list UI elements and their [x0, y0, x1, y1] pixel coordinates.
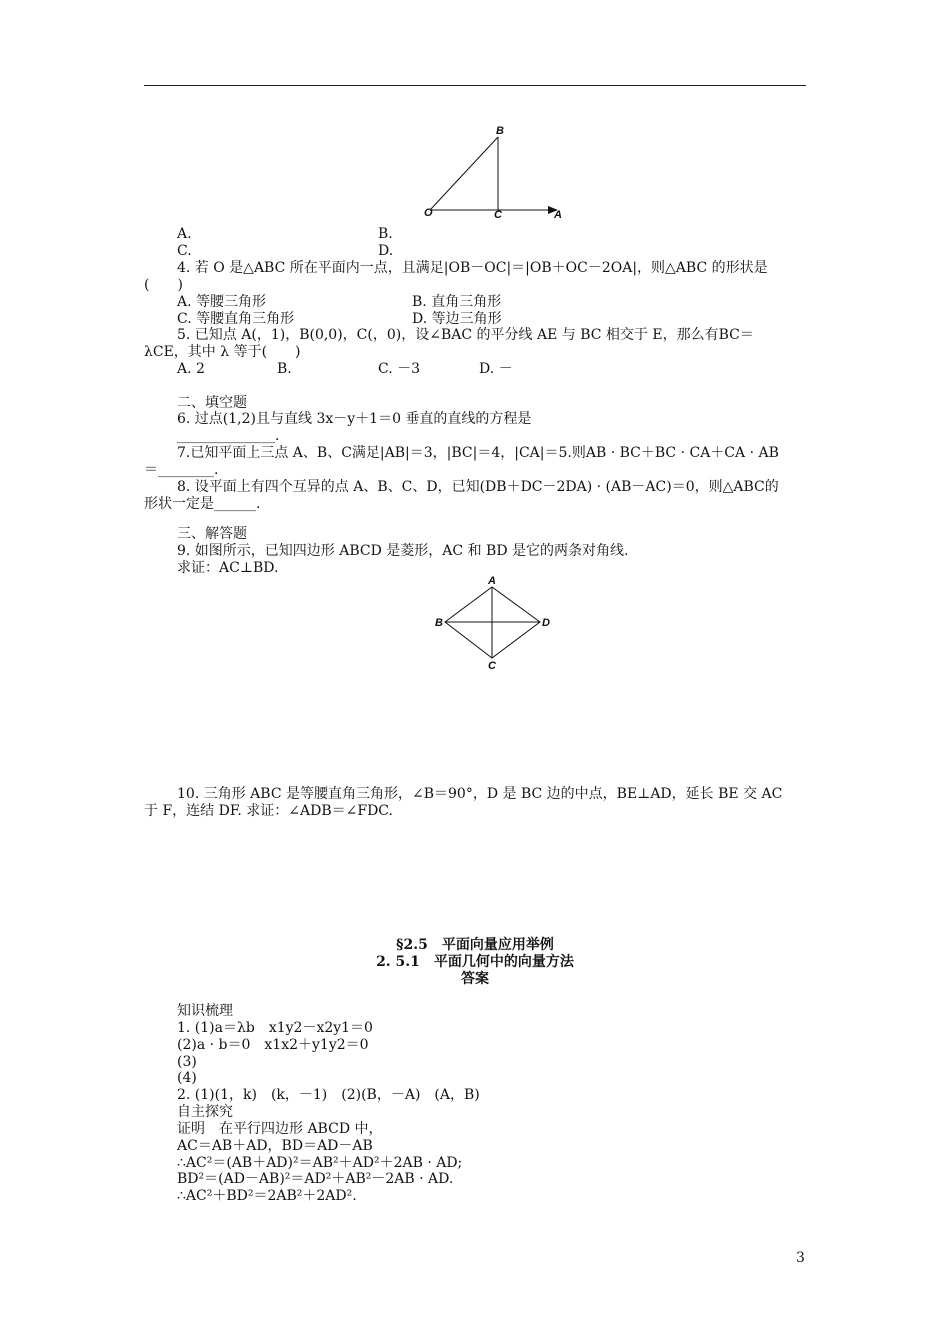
- answer-line: 2. (1)(1，k) (k，－1) (2)(B，－A) (A，B): [177, 1087, 480, 1103]
- q4-option-b: B. 直角三角形: [412, 294, 502, 310]
- q4-option-c: C. 等腰直角三角形: [177, 311, 295, 327]
- rhombus-figure: [430, 572, 555, 672]
- answer-line: ∴AC²＝(AB＋AD)²＝AB²＋AD²＋2AB · AD;: [177, 1155, 463, 1171]
- answer-line: BD²＝(AD－AB)²＝AD²＋AB²－2AB · AD.: [177, 1171, 454, 1187]
- q4-stem-cont: ( ): [144, 277, 183, 293]
- q10-stem-cont: 于 F，连结 DF. 求证：∠ADB＝∠FDC.: [144, 803, 393, 819]
- q9-prove: 求证：AC⊥BD.: [177, 560, 279, 576]
- q4-stem: 4. 若 O 是△ABC 所在平面内一点，且满足|OB－OC|＝|OB＋OC－2OA|，则△ABC 的形状是: [177, 260, 768, 276]
- answer-line: (2)a · b＝0 x1x2＋y1y2＝0: [177, 1037, 369, 1053]
- q7-stem: 7.已知平面上三点 A、B、C满足|AB|＝3，|BC|＝4，|CA|＝5.则AB · BC＋BC · CA＋CA · AB: [177, 445, 779, 461]
- q5-option-b: B.: [277, 361, 292, 377]
- vector-triangle-figure: [418, 120, 578, 224]
- q3-option-d: D.: [378, 243, 394, 259]
- q9-stem: 9. 如图所示，已知四边形 ABCD 是菱形，AC 和 BD 是它的两条对角线.: [177, 543, 629, 559]
- answer-line: 证明 在平行四边形 ABCD 中，: [177, 1121, 383, 1137]
- q4-option-d: D. 等边三角形: [412, 311, 502, 327]
- answer-subsection-title: 2. 5.1 平面几何中的向量方法: [376, 954, 574, 970]
- answer-line: (4): [177, 1070, 197, 1086]
- q6-stem: 6. 过点(1,2)且与直线 3x－y＋1＝0 垂直的直线的方程是: [177, 411, 532, 427]
- q5-option-d: D. －: [479, 361, 513, 377]
- q3-option-c: C.: [177, 243, 192, 259]
- q8-blank: 形状一定是______.: [144, 496, 261, 512]
- q5-stem: 5. 已知点 A(，1)，B(0,0)，C(，0)，设∠BAC 的平分线 AE 与 BC 相交于 E，那么有BC＝: [177, 327, 754, 343]
- label-A: A: [488, 575, 496, 587]
- answer-line: 1. (1)a＝λb x1y2－x2y1＝0: [177, 1020, 373, 1036]
- answer-line: 知识梳理: [177, 1003, 233, 1019]
- q5-option-a: A. 2: [177, 361, 205, 377]
- label-C: C: [488, 660, 496, 672]
- label-B: B: [496, 125, 504, 137]
- q3-option-a: A.: [177, 226, 192, 242]
- header-rule: [144, 85, 806, 86]
- label-O: O: [424, 207, 433, 219]
- label-D: D: [542, 617, 550, 629]
- label-B: B: [435, 617, 443, 629]
- answer-heading: 答案: [461, 971, 489, 987]
- q10-stem: 10. 三角形 ABC 是等腰直角三角形，∠B＝90°，D 是 BC 边的中点，BE⊥AD，延长 BE 交 AC: [177, 786, 783, 802]
- section-fill-in: 二、填空题: [177, 395, 247, 411]
- answer-line: AC＝AB＋AD，BD＝AD－AB: [177, 1138, 373, 1154]
- q5-option-c: C. －3: [378, 361, 421, 377]
- answer-line: (3): [177, 1054, 197, 1070]
- q8-stem: 8. 设平面上有四个互异的点 A、B、C、D，已知(DB＋DC－2DA) · (AB－AC)＝0，则△ABC的: [177, 479, 779, 495]
- section-solve: 三、解答题: [177, 526, 247, 542]
- q7-blank: ＝________.: [144, 462, 219, 478]
- answer-line: ∴AC²＋BD²＝2AB²＋2AD².: [177, 1188, 357, 1204]
- answer-line: 自主探究: [177, 1104, 233, 1120]
- q4-option-a: A. 等腰三角形: [177, 294, 267, 310]
- q6-blank: ______________.: [177, 428, 280, 444]
- q3-option-b: B.: [378, 226, 393, 242]
- answer-section-title: §2.5 平面向量应用举例: [396, 937, 554, 953]
- q5-stem-cont: λCE，其中 λ 等于( ): [144, 344, 301, 360]
- label-C: C: [494, 209, 502, 221]
- page-number: 3: [796, 1250, 805, 1266]
- label-A: A: [554, 209, 562, 221]
